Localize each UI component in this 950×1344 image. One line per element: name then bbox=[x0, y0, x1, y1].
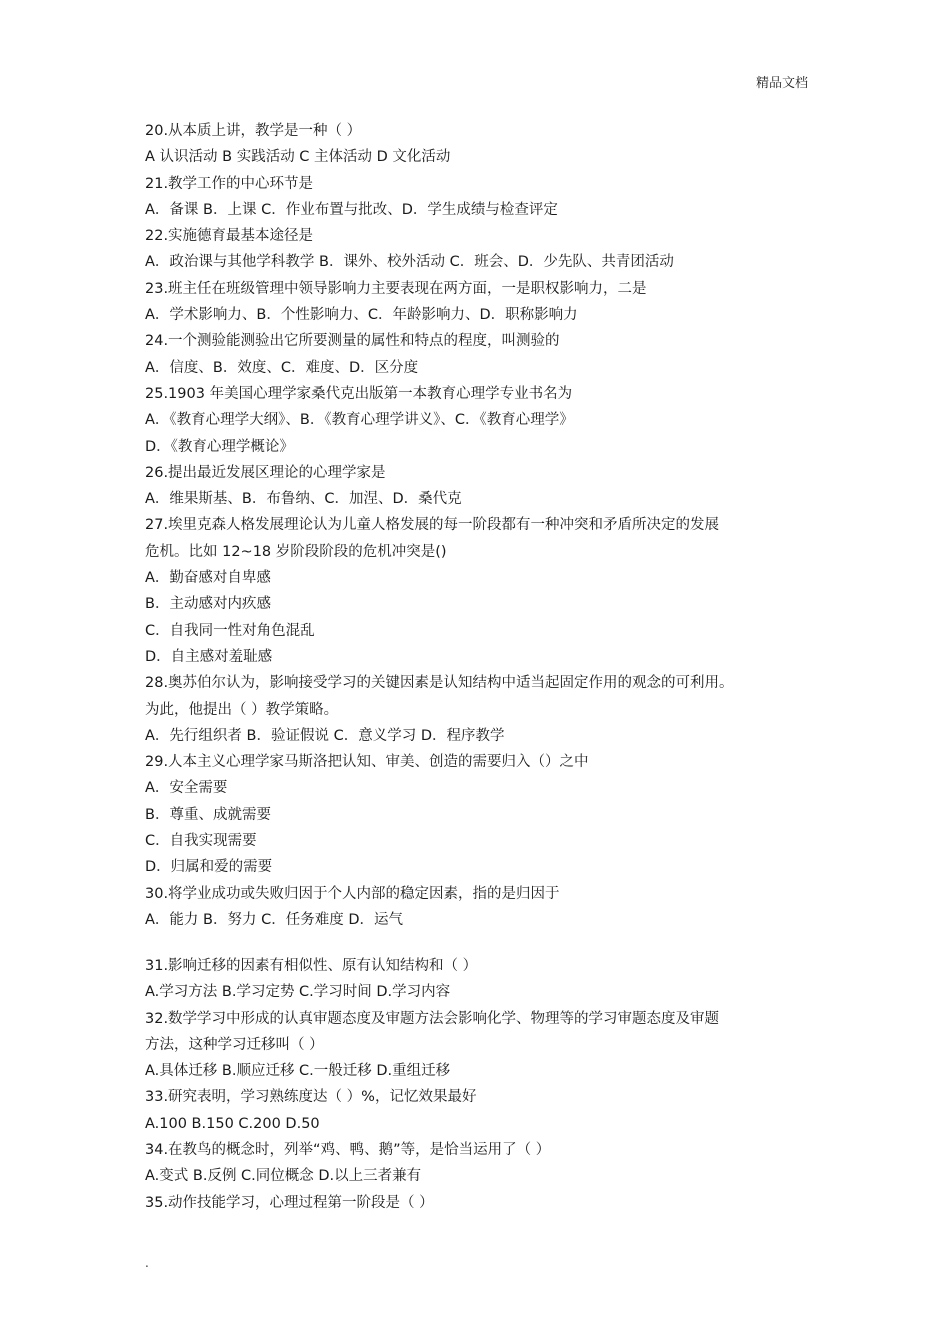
text-line: 25.1903 年美国心理学家桑代克出版第一本教育心理学专业书名为 bbox=[145, 385, 573, 402]
text-line: D．自主感对羞耻感 bbox=[145, 648, 273, 665]
text-line: 26.提出最近发展区理论的心理学家是 bbox=[145, 464, 386, 481]
question-block-2 bbox=[145, 953, 815, 1216]
text-line: B．尊重、成就需要 bbox=[145, 806, 271, 823]
text-line: 33.研究表明，学习熟练度达（ ）%，记忆效果最好 bbox=[145, 1089, 477, 1106]
text-line: C．自我同一性对角色混乱 bbox=[145, 622, 315, 639]
text-line: A．安全需要 bbox=[145, 780, 228, 797]
text-line: 22.实施德育最基本途径是 bbox=[145, 228, 314, 245]
text-line: A．《教育心理学大纲》、B．《教育心理学讲义》、C．《教育心理学》 bbox=[145, 412, 574, 429]
question-block-1 bbox=[145, 118, 815, 933]
text-line: A．维果斯基、B．布鲁纳、C．加涅、D．桑代克 bbox=[145, 491, 462, 508]
text-line: 24.一个测验能测验出它所要测量的属性和特点的程度，叫测验的 bbox=[145, 333, 560, 350]
text-line: 30.将学业成功或失败归因于个人内部的稳定因素，指的是归因于 bbox=[145, 885, 560, 902]
text-line: 29.人本主义心理学家马斯洛把认知、审美、创造的需要归入（）之中 bbox=[145, 754, 589, 771]
text-line: B．主动感对内疚感 bbox=[145, 596, 271, 613]
text-line: 28.奥苏伯尔认为，影响接受学习的关键因素是认知结构中适当起固定作用的观念的可利用。 bbox=[145, 675, 734, 692]
page-footer-mark: . bbox=[145, 1256, 149, 1270]
text-line: A．勤奋感对自卑感 bbox=[145, 570, 271, 587]
page-header: 精品文档 bbox=[755, 76, 808, 91]
text-line: A．能力 B．努力 C．任务难度 D．运气 bbox=[145, 911, 403, 928]
text-line: A.变式 B.反例 C.同位概念 D.以上三者兼有 bbox=[145, 1168, 422, 1185]
text-line: 20.从本质上讲，教学是一种（ ） bbox=[145, 123, 362, 139]
text-line: A．信度、B．效度、C．难度、D．区分度 bbox=[145, 359, 419, 376]
text-line: 34.在教鸟的概念时，列举“鸡、鸭、鹅”等，是恰当运用了（ ） bbox=[145, 1142, 551, 1159]
text-line: 27.埃里克森人格发展理论认为儿童人格发展的每一阶段都有一种冲突和矛盾所决定的发展 bbox=[145, 517, 720, 534]
text-line: 为此，他提出（ ）教学策略。 bbox=[145, 701, 339, 718]
text-line: A.学习方法 B.学习定势 C.学习时间 D.学习内容 bbox=[145, 984, 451, 1001]
text-line: 21.教学工作的中心环节是 bbox=[145, 175, 314, 192]
text-line: D．《教育心理学概论》 bbox=[145, 438, 294, 455]
text-line: A．政治课与其他学科教学 B．课外、校外活动 C．班会、D．少先队、共青团活动 bbox=[145, 254, 674, 271]
text-line: C．自我实现需要 bbox=[145, 833, 257, 850]
text-line: A．备课 B．上课 C．作业布置与批改、D．学生成绩与检查评定 bbox=[145, 201, 558, 218]
text-line: A.100 B.150 C.200 D.50 bbox=[145, 1115, 320, 1132]
text-line: D．归属和爱的需要 bbox=[145, 859, 273, 876]
text-line: 32.数学学习中形成的认真审题态度及审题方法会影响化学、物理等的学习审题态度及审题 bbox=[145, 1010, 720, 1027]
text-line: A.具体迁移 B.顺应迁移 C.一般迁移 D.重组迁移 bbox=[145, 1063, 451, 1080]
text-line: 方法，这种学习迁移叫（ ） bbox=[145, 1036, 324, 1053]
text-line: 23.班主任在班级管理中领导影响力主要表现在两方面，一是职权影响力，二是 bbox=[145, 280, 647, 297]
text-line: 危机。比如 12~18 岁阶段阶段的危机冲突是() bbox=[145, 543, 447, 560]
text-line: 35.动作技能学习，心理过程第一阶段是（ ） bbox=[145, 1194, 434, 1211]
text-line: A．先行组织者 B．验证假说 C．意义学习 D．程序教学 bbox=[145, 727, 505, 744]
text-line: A 认识活动 B 实践活动 C 主体活动 D 文化活动 bbox=[145, 149, 451, 166]
text-line: 31.影响迁移的因素有相似性、原有认知结构和（ ） bbox=[145, 958, 478, 974]
text-line: A．学术影响力、B．个性影响力、C．年龄影响力、D．职称影响力 bbox=[145, 307, 578, 324]
